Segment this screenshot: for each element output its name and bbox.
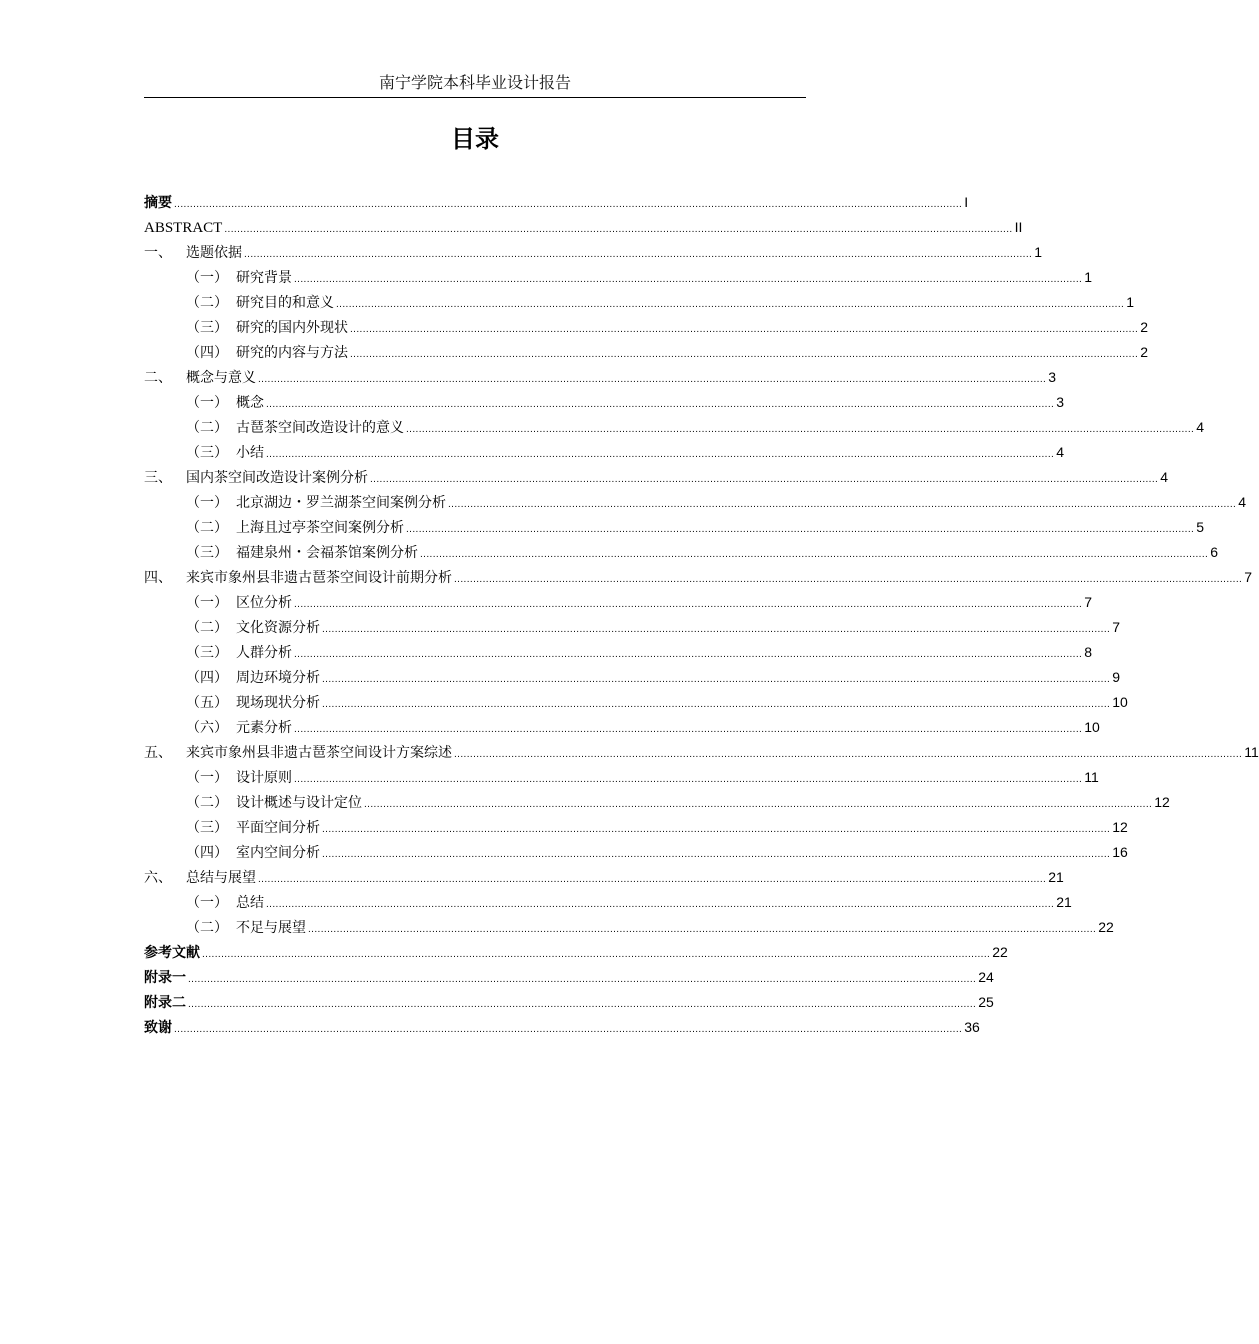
toc-leader-dots: ........................................................................................................................................................................................................................................................ [406, 424, 1195, 435]
toc-entry-label: 平面空间分析 [236, 820, 320, 836]
toc-entry-label: 总结 [236, 895, 264, 911]
toc-entry-page: 21 [1056, 894, 1072, 910]
toc-entry-number: 三、 [144, 470, 172, 486]
toc-entry-number: 一、 [144, 245, 172, 261]
toc-entry[interactable] [186, 590, 1093, 615]
toc-leader-dots: ........................................................................................................................................................................................................................................................ [370, 474, 1159, 485]
toc-entry[interactable] [186, 490, 1247, 515]
page-header: 南宁学院本科毕业设计报告 [144, 72, 806, 98]
toc-entry-number: （三） [186, 445, 228, 461]
toc-entry-label: 小结 [236, 445, 264, 461]
toc-leader-dots: ........................................................................................................................................................................................................................................................ [294, 649, 1083, 660]
toc-entry[interactable] [144, 240, 1043, 265]
toc-entry-label: 来宾市象州县非遗古琶茶空间设计前期分析 [186, 570, 452, 586]
toc-leader-dots: ........................................................................................................................................................................................................................................................ [322, 849, 1111, 860]
toc-entry[interactable] [186, 915, 1114, 940]
toc-entry-number: （一） [186, 270, 228, 286]
toc-entry-number: 五、 [144, 745, 172, 761]
toc-entry[interactable] [144, 1015, 980, 1040]
toc-entry-label: 福建泉州・会福茶馆案例分析 [236, 545, 418, 561]
toc-entry-page: 7 [1084, 594, 1093, 610]
toc-entry-label: 来宾市象州县非遗古琶茶空间设计方案综述 [186, 745, 452, 761]
toc-leader-dots: ........................................................................................................................................................................................................................................................ [322, 624, 1111, 635]
toc-entry-page: 1 [1084, 269, 1093, 285]
toc-entry-label: 现场现状分析 [236, 695, 320, 711]
toc-entry[interactable] [186, 690, 1128, 715]
toc-entry-page: 10 [1084, 719, 1100, 735]
toc-entry[interactable] [144, 465, 1169, 490]
toc-entry-label: 概念与意义 [186, 370, 256, 386]
toc-entry[interactable] [186, 515, 1205, 540]
toc-leader-dots: ........................................................................................................................................................................................................................................................ [364, 799, 1153, 810]
toc-entry-number: （三） [186, 545, 228, 561]
toc-entry[interactable] [144, 740, 1259, 765]
toc-entry-page: II [1014, 219, 1023, 235]
toc-entry-number: （五） [186, 695, 228, 711]
toc-entry-number: 四、 [144, 570, 172, 586]
toc-entry[interactable] [144, 365, 1057, 390]
toc-entry-number: （二） [186, 420, 228, 436]
toc-entry-number: （四） [186, 670, 228, 686]
toc-entry[interactable] [186, 440, 1065, 465]
toc-entry-label: 室内空间分析 [236, 845, 320, 861]
toc-entry[interactable] [186, 615, 1121, 640]
toc-entry[interactable] [186, 815, 1128, 840]
toc-entry-number: （二） [186, 620, 228, 636]
toc-entry-label: 北京湖边・罗兰湖茶空间案例分析 [236, 495, 446, 511]
toc-entry-label: 国内茶空间改造设计案例分析 [186, 470, 368, 486]
toc-entry-label: 致谢 [144, 1020, 172, 1036]
toc-leader-dots: ........................................................................................................................................................................................................................................................ [294, 274, 1083, 285]
toc-entry-number: （四） [186, 845, 228, 861]
toc-entry-page: 2 [1140, 319, 1149, 335]
toc-entry-page: 16 [1112, 844, 1128, 860]
toc-entry-number: 二、 [144, 370, 172, 386]
toc-entry-page: 22 [1098, 919, 1114, 935]
toc-leader-dots: ........................................................................................................................................................................................................................................................ [308, 924, 1097, 935]
toc-entry-label: ABSTRACT [144, 220, 223, 236]
toc-entry-number: （一） [186, 395, 228, 411]
toc-entry-number: （二） [186, 795, 228, 811]
toc-entry[interactable] [186, 390, 1065, 415]
toc-entry-number: （一） [186, 595, 228, 611]
toc-leader-dots: ........................................................................................................................................................................................................................................................ [258, 374, 1047, 385]
toc-entry-number: （二） [186, 295, 228, 311]
toc-entry[interactable] [186, 890, 1072, 915]
toc-leader-dots: ........................................................................................................................................................................................................................................................ [448, 499, 1237, 510]
toc-entry-number: （一） [186, 770, 228, 786]
toc-entry-page: 1 [1034, 244, 1043, 260]
toc-entry-page: 22 [992, 944, 1008, 960]
toc-entry-page: 6 [1210, 544, 1219, 560]
toc-entry[interactable] [144, 565, 1253, 590]
toc-entry-number: （四） [186, 345, 228, 361]
toc-entry-page: 3 [1056, 394, 1065, 410]
toc-entry-number: （六） [186, 720, 228, 736]
toc-entry-page: 10 [1112, 694, 1128, 710]
toc-leader-dots: ........................................................................................................................................................................................................................................................ [420, 549, 1209, 560]
toc-leader-dots: ........................................................................................................................................................................................................................................................ [322, 699, 1111, 710]
toc-leader-dots: ........................................................................................................................................................................................................................................................ [258, 874, 1047, 885]
toc-entry-page: 1 [1126, 294, 1135, 310]
toc-entry-label: 元素分析 [236, 720, 292, 736]
toc-entry[interactable] [144, 965, 994, 990]
toc-entry-label: 区位分析 [236, 595, 292, 611]
toc-leader-dots: ........................................................................................................................................................................................................................................................ [350, 349, 1139, 360]
toc-leader-dots: ........................................................................................................................................................................................................................................................ [350, 324, 1139, 335]
toc-entry-page: 24 [978, 969, 994, 985]
toc-entry[interactable] [186, 790, 1170, 815]
toc-entry-label: 研究的内容与方法 [236, 345, 348, 361]
toc-entry-number: （二） [186, 520, 228, 536]
page-title: 目录 [451, 125, 499, 153]
toc-entry-number: （一） [186, 495, 228, 511]
toc-entry-label: 附录二 [144, 995, 186, 1011]
toc-entry-page: I [964, 194, 969, 210]
toc-entry-number: （一） [186, 895, 228, 911]
toc-leader-dots: ........................................................................................................................................................................................................................................................ [294, 599, 1083, 610]
toc-entry-label: 设计概述与设计定位 [236, 795, 362, 811]
toc-entry-number: （三） [186, 645, 228, 661]
toc-entry-number: （三） [186, 820, 228, 836]
toc-entry-page: 11 [1244, 744, 1259, 760]
toc-entry-label: 总结与展望 [186, 870, 256, 886]
toc-entry[interactable] [144, 940, 1008, 965]
toc-entry-page: 7 [1244, 569, 1253, 585]
toc-leader-dots: ........................................................................................................................................................................................................................................................ [188, 999, 977, 1010]
toc-leader-dots: ........................................................................................................................................................................................................................................................ [294, 724, 1083, 735]
toc-leader-dots: ........................................................................................................................................................................................................................................................ [188, 974, 977, 985]
toc-entry-label: 古琶茶空间改造设计的意义 [236, 420, 404, 436]
toc-entry-number: 六、 [144, 870, 172, 886]
toc-entry-page: 3 [1048, 369, 1057, 385]
toc-entry-label: 人群分析 [236, 645, 292, 661]
toc-leader-dots: ........................................................................................................................................................................................................................................................ [244, 249, 1033, 260]
toc-entry-label: 摘要 [144, 195, 172, 211]
toc-entry[interactable] [186, 540, 1219, 565]
toc-entry[interactable] [186, 315, 1149, 340]
toc-entry-label: 上海且过亭茶空间案例分析 [236, 520, 404, 536]
toc-entry-page: 7 [1112, 619, 1121, 635]
toc-entry[interactable] [186, 340, 1149, 365]
toc-entry[interactable] [186, 415, 1205, 440]
toc-entry[interactable] [144, 865, 1064, 890]
toc-leader-dots: ........................................................................................................................................................................................................................................................ [454, 574, 1243, 585]
toc-entry-label: 设计原则 [236, 770, 292, 786]
toc-leader-dots: ........................................................................................................................................................................................................................................................ [322, 674, 1111, 685]
toc-entry[interactable] [186, 840, 1128, 865]
toc-entry-label: 研究目的和意义 [236, 295, 334, 311]
toc-entry-number: （二） [186, 920, 228, 936]
toc-leader-dots: ........................................................................................................................................................................................................................................................ [266, 399, 1055, 410]
toc-entry[interactable] [186, 665, 1121, 690]
toc-entry-page: 8 [1084, 644, 1093, 660]
toc-entry[interactable] [186, 290, 1135, 315]
toc-entry-label: 研究的国内外现状 [236, 320, 348, 336]
toc-entry-page: 21 [1048, 869, 1064, 885]
toc-leader-dots: ........................................................................................................................................................................................................................................................ [454, 749, 1243, 760]
toc-leader-dots: ........................................................................................................................................................................................................................................................ [336, 299, 1125, 310]
toc-entry-label: 参考文献 [144, 945, 200, 961]
toc-entry-page: 9 [1112, 669, 1121, 685]
toc-entry[interactable] [186, 715, 1100, 740]
toc-entry-page: 11 [1084, 769, 1099, 785]
toc-entry-page: 5 [1196, 519, 1205, 535]
toc-entry-page: 4 [1196, 419, 1205, 435]
toc-entry-label: 不足与展望 [236, 920, 306, 936]
toc-entry[interactable] [186, 765, 1099, 790]
toc-entry-page: 4 [1160, 469, 1169, 485]
toc-entry-label: 概念 [236, 395, 264, 411]
toc-leader-dots: ........................................................................................................................................................................................................................................................ [266, 449, 1055, 460]
toc-entry[interactable] [144, 990, 994, 1015]
toc-entry-page: 12 [1154, 794, 1170, 810]
toc-leader-dots: ........................................................................................................................................................................................................................................................ [174, 1024, 963, 1035]
toc-entry-label: 附录一 [144, 970, 186, 986]
toc-leader-dots: ........................................................................................................................................................................................................................................................ [224, 224, 1013, 235]
toc-entry-label: 文化资源分析 [236, 620, 320, 636]
toc-entry-label: 研究背景 [236, 270, 292, 286]
toc-entry-label: 周边环境分析 [236, 670, 320, 686]
toc-entry-page: 12 [1112, 819, 1128, 835]
toc-entry-page: 4 [1056, 444, 1065, 460]
toc-entry-page: 4 [1238, 494, 1247, 510]
toc-entry[interactable] [144, 190, 969, 215]
toc-entry[interactable] [186, 640, 1093, 665]
toc-leader-dots: ........................................................................................................................................................................................................................................................ [174, 199, 963, 210]
toc-entry[interactable] [144, 215, 1023, 240]
toc-leader-dots: ........................................................................................................................................................................................................................................................ [294, 774, 1083, 785]
toc-entry-page: 36 [964, 1019, 980, 1035]
toc-leader-dots: ........................................................................................................................................................................................................................................................ [266, 899, 1055, 910]
toc-entry-number: （三） [186, 320, 228, 336]
toc-entry-page: 2 [1140, 344, 1149, 360]
toc-leader-dots: ........................................................................................................................................................................................................................................................ [322, 824, 1111, 835]
toc-entry[interactable] [186, 265, 1093, 290]
toc-leader-dots: ........................................................................................................................................................................................................................................................ [202, 949, 991, 960]
toc-leader-dots: ........................................................................................................................................................................................................................................................ [406, 524, 1195, 535]
toc-entry-page: 25 [978, 994, 994, 1010]
toc-entry-label: 选题依据 [186, 245, 242, 261]
